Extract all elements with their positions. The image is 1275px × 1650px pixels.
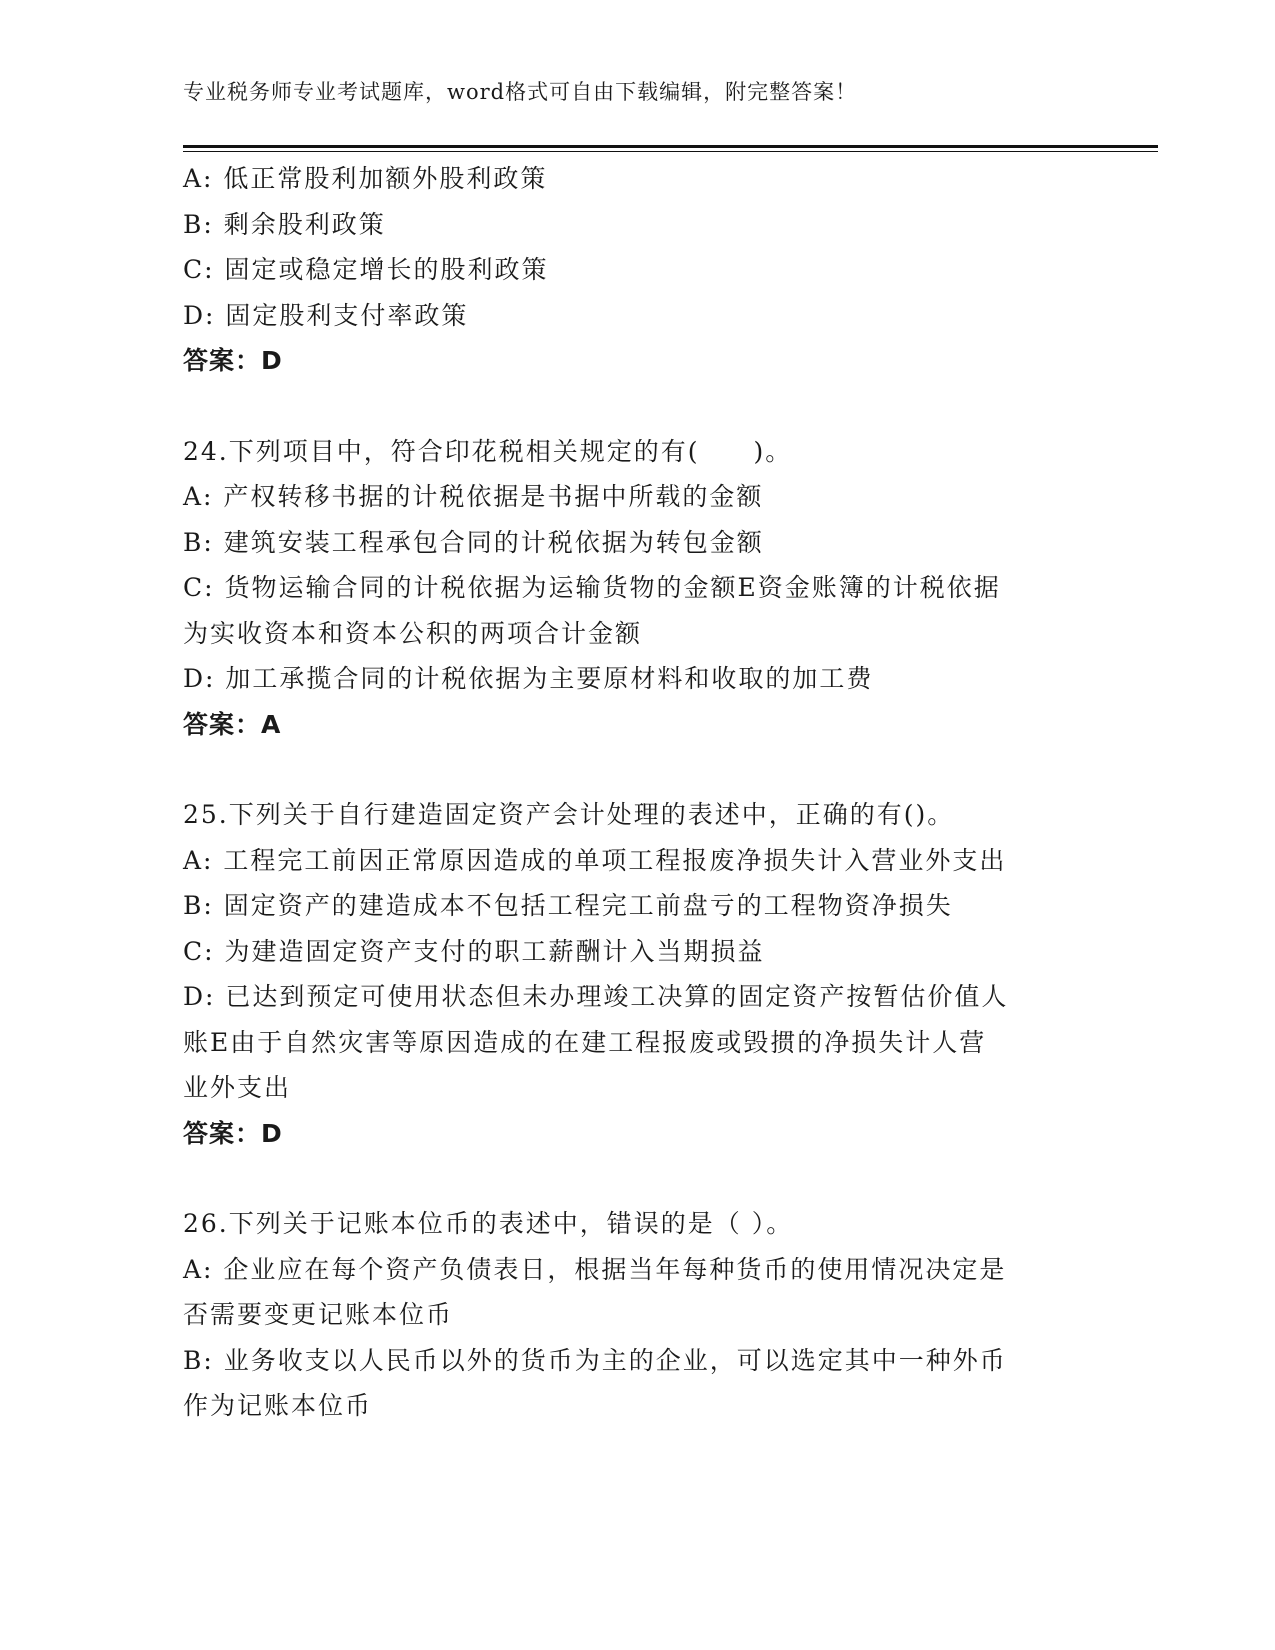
question-stem: 24.下列项目中，符合印花税相关规定的有( )。 bbox=[183, 436, 793, 466]
option-a: A: 低正常股利加额外股利政策 bbox=[183, 164, 548, 193]
option-c-continued: 为实收资本和资本公积的两项合计金额 bbox=[183, 618, 643, 648]
question-24 bbox=[183, 429, 1083, 748]
question-content bbox=[183, 156, 1083, 1429]
option-a-continued: 否需要变更记账本位币 bbox=[183, 1300, 454, 1329]
option-b: B: 固定资产的建造成本不包括工程完工前盘亏的工程物资净损失 bbox=[183, 891, 953, 920]
header-divider-thick bbox=[183, 145, 1158, 148]
answer-line: 答案：A bbox=[183, 709, 282, 739]
question-stem: 25.下列关于自行建造固定资产会计处理的表述中，正确的有()。 bbox=[183, 800, 955, 829]
option-d: D: 已达到预定可使用状态但未办理竣工决算的固定资产按暂估价值人 bbox=[183, 982, 1009, 1011]
question-26 bbox=[183, 1201, 1083, 1429]
option-b: B: 建筑安装工程承包合同的计税依据为转包金额 bbox=[183, 527, 764, 557]
option-d: D: 加工承揽合同的计税依据为主要原材料和收取的加工费 bbox=[183, 664, 874, 693]
option-b: B: 剩余股利政策 bbox=[183, 209, 386, 239]
option-b-continued: 作为记账本位币 bbox=[183, 1391, 373, 1420]
answer-line: 答案：D bbox=[183, 1118, 283, 1148]
option-d-continued: 业外支出 bbox=[183, 1073, 292, 1102]
option-c: C: 固定或稳定增长的股利政策 bbox=[183, 255, 549, 284]
option-c: C: 货物运输合同的计税依据为运输货物的金额E资金账簿的计税依据 bbox=[183, 573, 1001, 602]
option-a: A: 工程完工前因正常原因造成的单项工程报废净损失计入营业外支出 bbox=[183, 845, 1007, 875]
option-c: C: 为建造固定资产支付的职工薪酬计入当期损益 bbox=[183, 936, 765, 966]
question-stem: 26.下列关于记账本位币的表述中，错误的是（ ）。 bbox=[183, 1209, 794, 1238]
option-a: A: 企业应在每个资产负债表日，根据当年每种货币的使用情况决定是 bbox=[183, 1254, 1007, 1284]
option-a: A: 产权转移书据的计税依据是书据中所载的金额 bbox=[183, 482, 764, 511]
question-25 bbox=[183, 792, 1083, 1156]
answer-line: 答案：D bbox=[183, 346, 283, 375]
option-d: D: 固定股利支付率政策 bbox=[183, 300, 469, 330]
header-divider-thin bbox=[183, 151, 1158, 152]
option-d-continued: 账E由于自然灾害等原因造成的在建工程报废或毁掼的净损失计人营 bbox=[183, 1027, 987, 1057]
page-header: 专业税务师专业考试题库，word格式可自由下载编辑，附完整答案！ bbox=[183, 80, 858, 104]
prev-question-block bbox=[183, 156, 1083, 384]
option-b: B: 业务收支以人民币以外的货币为主的企业，可以选定其中一种外币 bbox=[183, 1345, 1007, 1375]
